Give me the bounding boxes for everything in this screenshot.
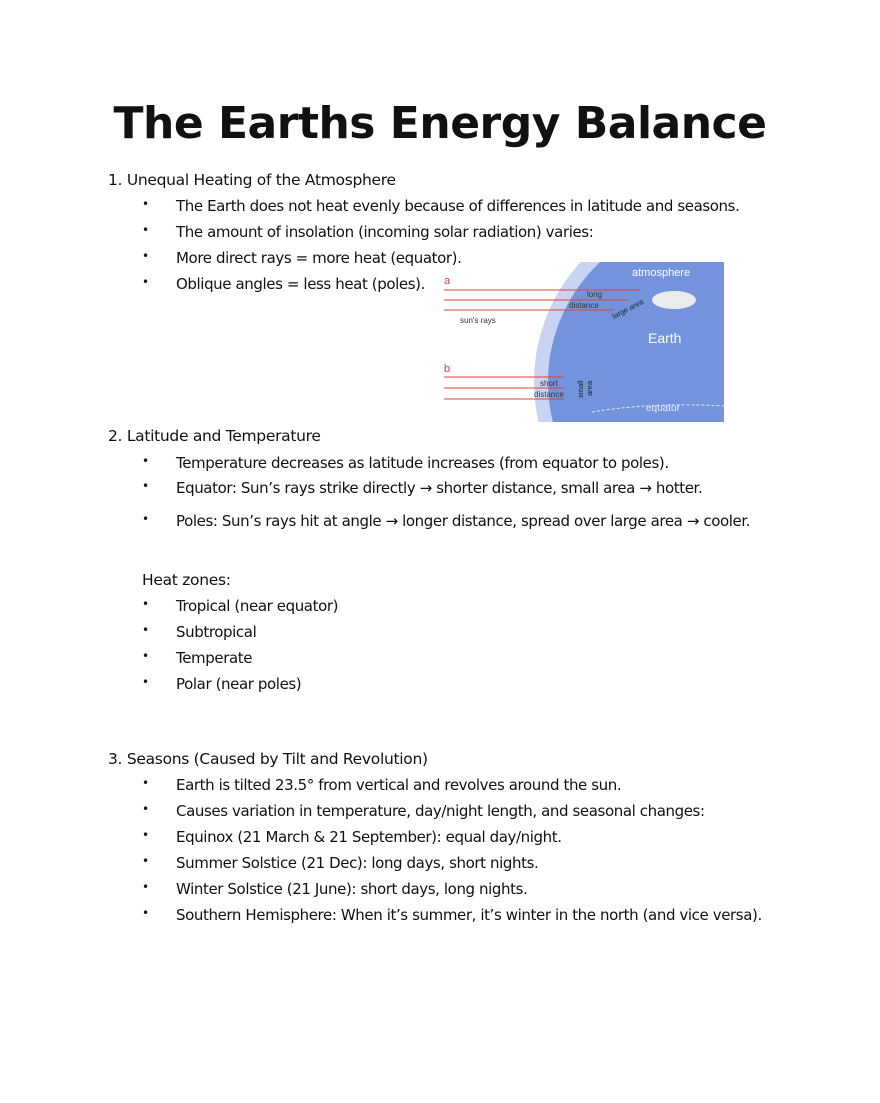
long-label: long xyxy=(587,290,603,299)
list-item: • Temperature decreases as latitude increases (from equator to poles). xyxy=(142,454,669,472)
list-item: • The amount of insolation (incoming solar radiation) varies: xyxy=(142,223,594,241)
bullet-icon: • xyxy=(142,249,149,263)
section-2-list xyxy=(0,454,750,538)
bullet-icon: • xyxy=(142,597,149,611)
bullet-icon: • xyxy=(142,802,149,816)
page-title: The Earths Energy Balance xyxy=(113,98,767,149)
list-item: • Oblique angles = less heat (poles). xyxy=(142,275,425,293)
bullet-icon: • xyxy=(142,623,149,637)
section-1-heading: 1. Unequal Heating of the Atmosphere xyxy=(108,171,396,189)
label-b: b xyxy=(444,363,451,375)
equator-label: equator xyxy=(646,403,680,414)
list-item: • Equinox (21 March & 21 September): equal day/night. xyxy=(142,828,562,846)
bullet-icon: • xyxy=(142,223,149,237)
list-item: • More direct rays = more heat (equator). xyxy=(142,249,462,267)
list-item: • Causes variation in temperature, day/night length, and seasonal changes: xyxy=(142,802,705,820)
list-item: • Equator: Sun’s rays strike directly → shorter distance, small area → hotter. xyxy=(142,479,703,497)
list-item: • Poles: Sun’s rays hit at angle → longer distance, spread over large area → cooler. xyxy=(142,512,751,530)
ice-cap-shape xyxy=(652,291,696,309)
list-item: • Temperate xyxy=(142,649,253,667)
bullet-icon: • xyxy=(142,649,149,663)
large-area-label: large area xyxy=(610,296,645,321)
short-label: short xyxy=(540,379,558,388)
list-item: • Earth is tilted 23.5° from vertical and revolves around the sun. xyxy=(142,776,622,794)
list-item: • The Earth does not heat evenly because of differences in latitude and seasons. xyxy=(142,197,740,215)
bullet-icon: • xyxy=(142,275,149,289)
bullet-icon: • xyxy=(142,454,149,468)
section-3-heading: 3. Seasons (Caused by Tilt and Revolution) xyxy=(108,750,428,768)
earth-label: Earth xyxy=(648,330,682,346)
section-3-list xyxy=(0,776,762,932)
distance-bottom-label: distance xyxy=(534,390,564,399)
bullet-icon: • xyxy=(142,880,149,894)
bullet-icon: • xyxy=(142,828,149,842)
bullet-icon: • xyxy=(142,479,149,493)
list-item: • Subtropical xyxy=(142,623,257,641)
label-a: a xyxy=(444,275,451,287)
list-item: • Winter Solstice (21 June): short days, long nights. xyxy=(142,880,528,898)
bullet-icon: • xyxy=(142,906,149,920)
bullet-icon: • xyxy=(142,854,149,868)
bullet-icon: • xyxy=(142,512,149,526)
list-item: • Summer Solstice (21 Dec): long days, short nights. xyxy=(142,854,539,872)
bullet-icon: • xyxy=(142,776,149,790)
section-2-heading: 2. Latitude and Temperature xyxy=(108,427,321,445)
bullet-icon: • xyxy=(142,675,149,689)
heat-zones-label: Heat zones: xyxy=(142,571,231,589)
heat-zones-list xyxy=(0,597,338,701)
insolation-diagram xyxy=(442,262,724,422)
small-label: small xyxy=(576,380,585,398)
list-item: • Tropical (near equator) xyxy=(142,597,339,615)
list-item: • Polar (near poles) xyxy=(142,675,302,693)
suns-rays-label: sun's rays xyxy=(460,316,496,325)
atmosphere-label: atmosphere xyxy=(632,267,691,279)
list-item: • Southern Hemisphere: When it’s summer, it’s winter in the north (and vice versa). xyxy=(142,906,762,924)
area-label: area xyxy=(585,380,594,396)
bullet-icon: • xyxy=(142,197,149,211)
distance-top-label: distance xyxy=(569,301,599,310)
